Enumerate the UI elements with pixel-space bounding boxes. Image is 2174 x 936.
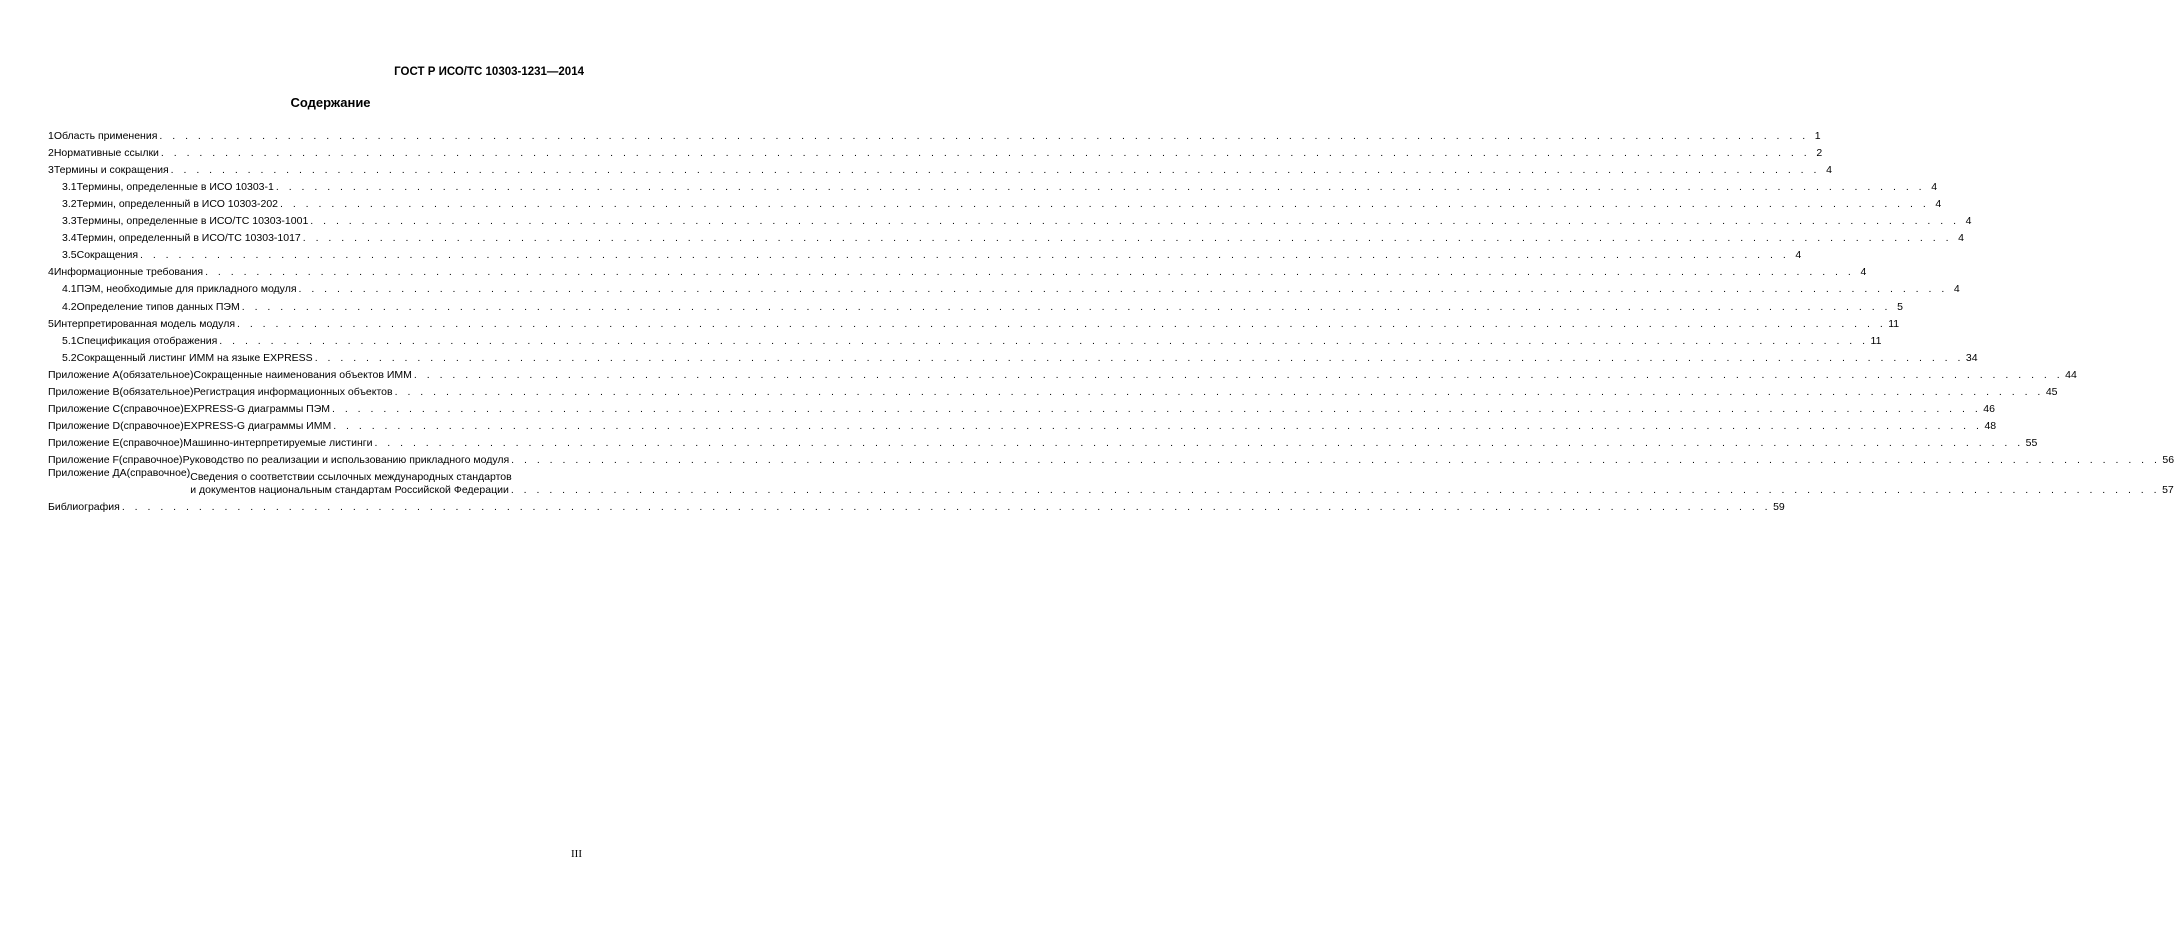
toc-entry[interactable] xyxy=(48,348,1978,365)
appendix-page: 48 xyxy=(1984,419,1997,432)
leader-dots xyxy=(159,130,1808,143)
toc-entry-page: 4 xyxy=(1795,249,1802,262)
table-of-contents xyxy=(48,126,2174,514)
toc-entry-label: Информационные требования xyxy=(53,266,204,279)
appendix-number: Приложение С xyxy=(48,402,121,415)
toc-entry-number: 5 xyxy=(48,317,54,330)
appendix-status: (справочное) xyxy=(120,419,184,432)
toc-entry-page: 4 xyxy=(1860,266,1867,279)
leader-dots xyxy=(511,484,2160,497)
appendix-number: Приложение Е xyxy=(48,436,120,449)
toc-entry-page: 4 xyxy=(1953,283,1960,296)
toc-entry-page: 4 xyxy=(1931,181,1938,194)
toc-entry[interactable] xyxy=(48,331,1882,348)
toc-entry-number: 5.1 xyxy=(62,334,77,347)
appendix-page: 56 xyxy=(2162,453,2174,466)
toc-entry-page: 11 xyxy=(1870,334,1882,347)
leader-dots xyxy=(332,403,1981,416)
appendix-label: Регистрация информационных объектов xyxy=(193,385,393,398)
leader-dots xyxy=(374,437,2023,450)
appendix-page: 44 xyxy=(2065,368,2077,381)
bibliography-entry[interactable] xyxy=(48,497,1785,514)
appendix-page: 57 xyxy=(2162,483,2174,496)
appendix-entry[interactable] xyxy=(48,466,2174,497)
appendix-page: 55 xyxy=(2025,436,2038,449)
appendix-page: 45 xyxy=(2045,385,2058,398)
leader-dots xyxy=(242,301,1891,314)
toc-entry-number: 3.3 xyxy=(62,215,77,228)
toc-entry-label: Интерпретированная модель модуля xyxy=(53,317,236,330)
leader-dots xyxy=(414,369,2063,382)
toc-entry[interactable] xyxy=(48,211,1972,228)
appendix-label-line2 xyxy=(190,484,2173,497)
leader-dots xyxy=(205,266,1854,279)
toc-entry-page: 5 xyxy=(1897,300,1903,313)
leader-dots xyxy=(310,215,1959,228)
appendix-label: Сведения о соответствии ссылочных международных стандартов xyxy=(190,470,512,483)
leader-dots xyxy=(122,501,1771,514)
appendix-status: (справочное) xyxy=(118,453,183,466)
appendix-label: EXPRESS-G диаграммы ИММ xyxy=(183,419,332,432)
appendix-status: (обязательное) xyxy=(119,368,194,381)
leader-dots xyxy=(395,386,2044,399)
toc-entry-label: Спецификация отображения xyxy=(76,334,218,347)
toc-entry[interactable] xyxy=(48,177,1938,194)
toc-entry-number: 2 xyxy=(48,147,54,160)
appendix-status: (справочное) xyxy=(119,436,184,449)
toc-entry-label: Область применения xyxy=(53,130,158,143)
leader-dots xyxy=(280,198,1929,211)
toc-entry-number: 3.2 xyxy=(62,198,77,211)
page-number: III xyxy=(571,848,582,860)
appendix-page: 46 xyxy=(1983,402,1995,415)
toc-entry-page: 2 xyxy=(1816,147,1823,160)
toc-entry-page: 4 xyxy=(1826,164,1832,177)
toc-entry-page: 11 xyxy=(1888,317,1900,330)
leader-dots xyxy=(303,232,1952,245)
toc-entry-number: 5.2 xyxy=(62,351,77,364)
toc-entry-number: 3 xyxy=(48,164,54,177)
toc-title: Содержание xyxy=(290,95,371,110)
toc-entry-number: 4 xyxy=(48,266,54,279)
toc-entry-label: Определение типов данных ПЭМ xyxy=(76,300,240,313)
toc-entry-number: 3.1 xyxy=(62,181,77,194)
toc-entry-number: 4.1 xyxy=(62,283,77,296)
leader-dots xyxy=(219,335,1868,348)
toc-entry-number: 1 xyxy=(48,130,54,143)
appendix-entry[interactable] xyxy=(48,433,2038,450)
toc-entry[interactable] xyxy=(48,279,1960,296)
leader-dots xyxy=(315,352,1964,365)
appendix-label-block xyxy=(190,471,2173,497)
toc-entry[interactable] xyxy=(48,314,1900,331)
toc-entry-label: ПЭМ, необходимые для прикладного модуля xyxy=(76,283,297,296)
toc-entry[interactable] xyxy=(48,160,1832,177)
toc-entry[interactable] xyxy=(48,228,1964,245)
toc-entry-label: Термины и сокращения xyxy=(53,164,169,177)
bibliography-page: 59 xyxy=(1773,500,1785,513)
appendix-status: (справочное) xyxy=(126,466,191,479)
toc-entry[interactable] xyxy=(48,194,1942,211)
appendix-label: Сокращенные наименования объектов ИММ xyxy=(193,368,412,381)
appendix-label: EXPRESS-G диаграммы ПЭМ xyxy=(183,402,331,415)
toc-entry[interactable] xyxy=(48,262,1867,279)
leader-dots xyxy=(161,147,1810,160)
appendix-label: Руководство по реализации и использованию прикладного модуля xyxy=(182,453,510,466)
toc-entry[interactable] xyxy=(48,245,1802,262)
toc-entry-number: 3.4 xyxy=(62,232,77,245)
toc-entry-page: 4 xyxy=(1958,232,1964,245)
toc-entry-label: Термины, определенные в ИСО 10303-1 xyxy=(76,181,274,194)
toc-entry[interactable] xyxy=(48,296,1903,313)
toc-entry-label: Нормативные ссылки xyxy=(53,147,159,160)
appendix-number: Приложение D xyxy=(48,419,121,432)
leader-dots xyxy=(333,420,1982,433)
leader-dots xyxy=(237,318,1886,331)
toc-entry-label: Термин, определенный в ИСО 10303-202 xyxy=(76,198,279,211)
toc-entry-label: Сокращения xyxy=(76,249,139,262)
toc-entry-page: 34 xyxy=(1965,351,1978,364)
toc-entry-label: Термины, определенные в ИСО/ТС 10303-1001 xyxy=(76,215,309,228)
appendix-status: (обязательное) xyxy=(119,385,194,398)
toc-entry-page: 1 xyxy=(1814,130,1821,143)
leader-dots xyxy=(511,454,2160,467)
bibliography-label: Библиография xyxy=(48,500,120,513)
appendix-entry[interactable] xyxy=(48,450,2174,467)
appendix-entry[interactable] xyxy=(48,365,2077,382)
appendix-status: (справочное) xyxy=(120,402,184,415)
appendix-entry[interactable] xyxy=(48,382,2058,399)
toc-entry-page: 4 xyxy=(1935,198,1942,211)
appendix-number: Приложение В xyxy=(48,385,120,398)
toc-entry-label: Сокращенный листинг ИММ на языке EXPRESS xyxy=(76,351,313,364)
toc-entry-label: Термин, определенный в ИСО/ТС 10303-1017 xyxy=(76,232,301,245)
appendix-entry[interactable] xyxy=(48,399,1995,416)
appendix-number: Приложение F xyxy=(48,453,119,466)
toc-entry[interactable] xyxy=(48,143,1823,160)
leader-dots xyxy=(299,283,1948,296)
appendix-label: Машинно-интерпретируемые листинги xyxy=(183,436,373,449)
appendix-entry[interactable] xyxy=(48,416,1997,433)
appendix-label-continued: и документов национальным стандартам Российской Федерации xyxy=(190,483,509,496)
document-code: ГОСТ Р ИСО/ТС 10303-1231—2014 xyxy=(394,66,584,78)
toc-entry-page: 4 xyxy=(1965,215,1972,228)
appendix-number: Приложение ДА xyxy=(48,466,127,479)
toc-entry-number: 3.5 xyxy=(62,249,77,262)
leader-dots xyxy=(276,181,1925,194)
leader-dots xyxy=(171,164,1820,177)
appendix-number: Приложение А xyxy=(48,368,120,381)
leader-dots xyxy=(140,249,1789,262)
toc-entry-number: 4.2 xyxy=(62,300,77,313)
toc-entry[interactable] xyxy=(48,126,1821,143)
